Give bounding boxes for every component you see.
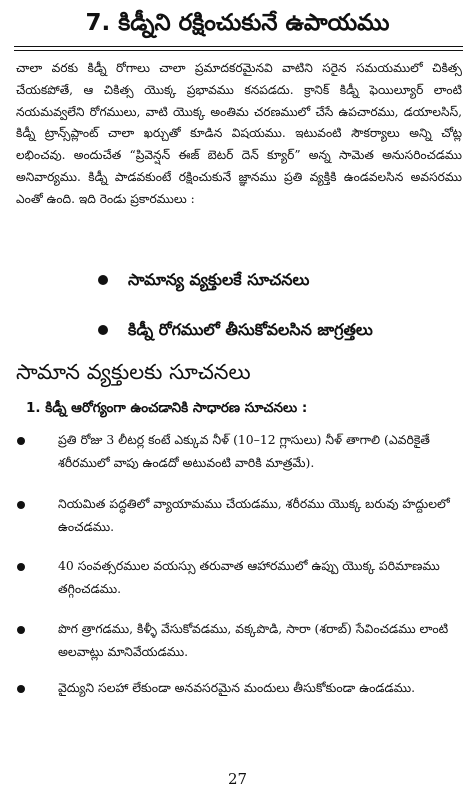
tip-text: వైద్యుని సలహా లేకుండా అనవసరమైన మందులు తీసుకోకుండా ఉండడము. [58,680,416,695]
title-underline-bottom [14,50,463,51]
sub-heading: 1. కిడ్నీ ఆరోగ్యంగా ఉంచడానికి సాధారణ సూచనలు : [26,400,308,416]
key-point-text: కిడ్నీ రోగములో తీసుకోవలసిన జాగ్రత్తలు [128,320,373,339]
bullet-icon [98,325,108,335]
key-point-item [98,262,468,298]
section-heading: సామాన వ్యక్తులకు సూచనలు [16,360,251,384]
title-underline-top [14,46,463,47]
tip-text: పొగ త్రాగడము, కిళ్ళీ వేసుకోవడము, వక్కపొడి, సారా (శరాబ్) సేవించడము లాంటి అలవాట్లు మానివేయడము. [58,621,449,659]
chapter-title: 7. కిడ్నీని రక్షించుకునే ఉపాయము [85,10,390,36]
bullet-icon [98,275,108,285]
tip-text: ప్రతి రోజు 3 లీటర్ల కంటే ఎక్కువ నీళ్ (10–12 గ్లాసులు) నీళ్ తాగాలి (ఎవరికైతే శరీరములో వాపు ఉండదో అటువంటి వారికి మాత్రమే). [58,432,430,470]
page-number: 27 [227,770,248,788]
key-point-text: సామాన్య వ్యక్తులకే సూచనలు [128,270,310,289]
key-point-item [98,312,468,348]
bullet-icon [17,501,25,509]
bullet-icon [17,685,25,693]
bullet-icon [17,626,25,634]
bullet-icon [17,437,25,445]
tip-text: 40 సంవత్సరముల వయస్సు తరువాత ఆహారములో ఉప్పు యొక్క పరిమాణము తగ్గించడము. [58,558,440,596]
intro-paragraph: చాలా వరకు కిడ్నీ రోగాలు చాలా ప్రమాదకరమైనవి వాటిని సరైన సమయములో చికిత్స చేయకపోతే, ఆ చికిత్స యొక్క ప్రభావము కనపడదు. క్రానిక్ కిడ్నీ ఫెయిల్యూర్ లాంటి నయమవ్వలేని రోగములు, వాటి యొక్క అంతిమ చరణములో చేసే ఉపచారము, డయాలసిస్, కిడ్నీ ట్రాన్స్‌ప్లాంట్ చాలా ఖర్చుతో కూడిన విషయము. ఇటువంటి సౌకర్యాలు అన్ని చోట్ల లభించవు. అందుచేత “ప్రివెన్షన్ ఈజ్ బెటర్ దెన్ క్యూర్” అన్న సామెత అనుసరించడము అనివార్యము. కిడ్నీ పాడవకుంటే రక్షించుకునే జ్ఞానము ప్రతి వ్యక్తికి ఉండవలసిన అవసరము ఎంతో ఉంది. ఇది రెండు ప్రకారములు : [16,61,462,206]
bullet-icon [17,563,25,571]
tip-text: నియమిత పద్ధతిలో వ్యాయామము చేయడము, శరీరము యొక్క బరువు హద్దులలో ఉంచడము. [58,496,450,534]
